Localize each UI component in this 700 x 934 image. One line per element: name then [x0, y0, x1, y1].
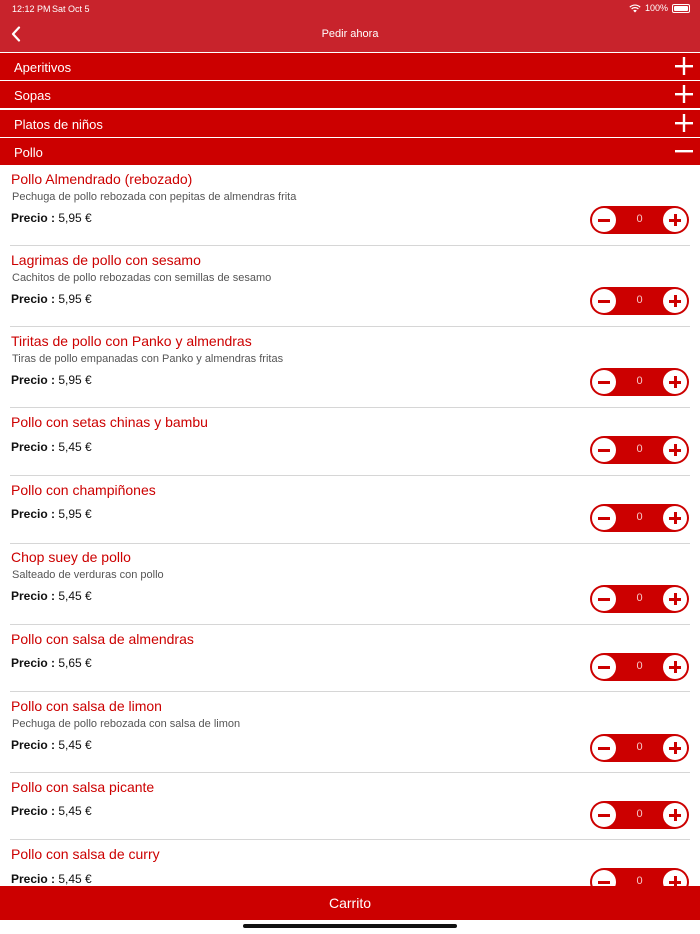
item-price — [11, 656, 92, 670]
collapse-icon[interactable] — [674, 141, 694, 161]
item-name: Pollo con salsa de almendras — [11, 631, 194, 647]
plus-button[interactable] — [663, 438, 687, 462]
minus-button[interactable] — [592, 506, 616, 530]
minus-button[interactable] — [592, 438, 616, 462]
quantity-stepper — [590, 436, 689, 464]
item-description: Cachitos de pollo rebozadas con semillas de sesamo — [12, 272, 272, 284]
divider — [10, 407, 690, 408]
quantity-stepper — [590, 206, 689, 234]
quantity-stepper — [590, 734, 689, 762]
quantity-value: 0 — [636, 294, 643, 306]
price-value: 5,95 € — [58, 373, 92, 387]
item-description: Pechuga de pollo rebozada con salsa de limon — [12, 718, 241, 730]
item-name: Pollo con salsa de limon — [11, 698, 162, 714]
quantity-stepper — [590, 868, 689, 886]
quantity-value: 0 — [636, 741, 643, 753]
home-indicator[interactable] — [243, 924, 457, 928]
item-price — [11, 872, 92, 886]
quantity-stepper — [590, 801, 689, 829]
category-label: Platos de niños — [14, 117, 103, 132]
category-pollo[interactable] — [0, 138, 700, 165]
price-value: 5,45 € — [58, 872, 92, 886]
minus-button[interactable] — [592, 655, 616, 679]
item-price — [11, 211, 92, 225]
divider — [10, 326, 690, 327]
minus-button[interactable] — [592, 736, 616, 760]
minus-button[interactable] — [592, 289, 616, 313]
minus-button[interactable] — [592, 870, 616, 886]
plus-button[interactable] — [663, 736, 687, 760]
quantity-value: 0 — [636, 660, 643, 672]
expand-icon[interactable] — [674, 84, 694, 104]
divider — [10, 839, 690, 840]
price-value: 5,95 € — [58, 292, 92, 306]
item-price — [11, 507, 92, 521]
quantity-value: 0 — [636, 443, 643, 455]
minus-button[interactable] — [592, 208, 616, 232]
price-value: 5,45 € — [58, 804, 92, 818]
plus-button[interactable] — [663, 370, 687, 394]
home-bar — [0, 920, 700, 934]
plus-button[interactable] — [663, 587, 687, 611]
item-description: Pechuga de pollo rebozada con pepitas de almendras frita — [12, 191, 297, 203]
item-name: Pollo Almendrado (rebozado) — [11, 171, 193, 187]
price-label: Precio : — [11, 292, 56, 306]
price-label: Precio : — [11, 738, 56, 752]
price-value: 5,45 € — [58, 738, 92, 752]
price-label: Precio : — [11, 507, 56, 521]
quantity-value: 0 — [636, 213, 643, 225]
category-aperitivos[interactable] — [0, 53, 700, 80]
battery-percent: 100% — [644, 3, 668, 13]
plus-button[interactable] — [663, 870, 687, 886]
expand-icon[interactable] — [674, 56, 694, 76]
quantity-stepper — [590, 653, 689, 681]
category-label: Sopas — [14, 88, 51, 103]
item-name: Lagrimas de pollo con sesamo — [11, 252, 201, 268]
price-value: 5,95 € — [58, 211, 92, 225]
status-time: 12:12 PM — [12, 4, 51, 14]
page-title: Pedir ahora — [321, 28, 379, 40]
plus-button[interactable] — [663, 208, 687, 232]
category-label: Pollo — [14, 145, 43, 160]
price-label: Precio : — [11, 804, 56, 818]
quantity-value: 0 — [636, 511, 643, 523]
price-label: Precio : — [11, 211, 56, 225]
divider — [10, 691, 690, 692]
category-sopas[interactable] — [0, 81, 700, 108]
quantity-value: 0 — [636, 875, 643, 886]
item-list[interactable] — [0, 166, 700, 886]
quantity-stepper — [590, 504, 689, 532]
divider — [10, 624, 690, 625]
plus-button[interactable] — [663, 289, 687, 313]
item-name: Chop suey de pollo — [11, 549, 131, 565]
minus-button[interactable] — [592, 370, 616, 394]
category-label: Aperitivos — [14, 60, 72, 75]
item-price — [11, 589, 92, 603]
quantity-stepper — [590, 287, 689, 315]
price-label: Precio : — [11, 589, 56, 603]
item-price — [11, 440, 92, 454]
item-name: Pollo con salsa picante — [11, 779, 155, 795]
item-description: Tiras de pollo empanadas con Panko y almendras fritas — [12, 353, 284, 365]
price-value: 5,45 € — [58, 589, 92, 603]
item-name: Pollo con setas chinas y bambu — [11, 414, 208, 430]
divider — [10, 543, 690, 544]
price-label: Precio : — [11, 656, 56, 670]
status-date: Sat Oct 5 — [52, 4, 90, 14]
price-label: Precio : — [11, 373, 56, 387]
minus-button[interactable] — [592, 587, 616, 611]
cart-button[interactable]: Carrito — [0, 886, 700, 920]
item-name: Pollo con salsa de curry — [11, 846, 160, 862]
status-indicators — [629, 3, 690, 13]
item-price — [11, 738, 92, 752]
divider — [10, 475, 690, 476]
price-value: 5,95 € — [58, 507, 92, 521]
quantity-value: 0 — [636, 592, 643, 604]
divider — [10, 772, 690, 773]
wifi-icon — [629, 4, 641, 13]
price-value: 5,45 € — [58, 440, 92, 454]
item-price — [11, 292, 92, 306]
plus-button[interactable] — [663, 655, 687, 679]
item-name: Pollo con champiñones — [11, 482, 156, 498]
expand-icon[interactable] — [674, 113, 694, 133]
quantity-stepper — [590, 585, 689, 613]
item-description: Salteado de verduras con pollo — [12, 569, 164, 581]
price-value: 5,65 € — [58, 656, 92, 670]
category-platos-de-ninos[interactable] — [0, 110, 700, 137]
status-bar — [0, 0, 700, 18]
header — [0, 0, 700, 52]
item-name: Tiritas de pollo con Panko y almendras — [11, 333, 252, 349]
quantity-value: 0 — [636, 808, 643, 820]
price-label: Precio : — [11, 872, 56, 886]
price-label: Precio : — [11, 440, 56, 454]
quantity-stepper — [590, 368, 689, 396]
battery-icon — [672, 4, 690, 13]
divider — [10, 245, 690, 246]
plus-button[interactable] — [663, 803, 687, 827]
minus-button[interactable] — [592, 803, 616, 827]
plus-button[interactable] — [663, 506, 687, 530]
item-price — [11, 373, 92, 387]
quantity-value: 0 — [636, 375, 643, 387]
item-price — [11, 804, 92, 818]
